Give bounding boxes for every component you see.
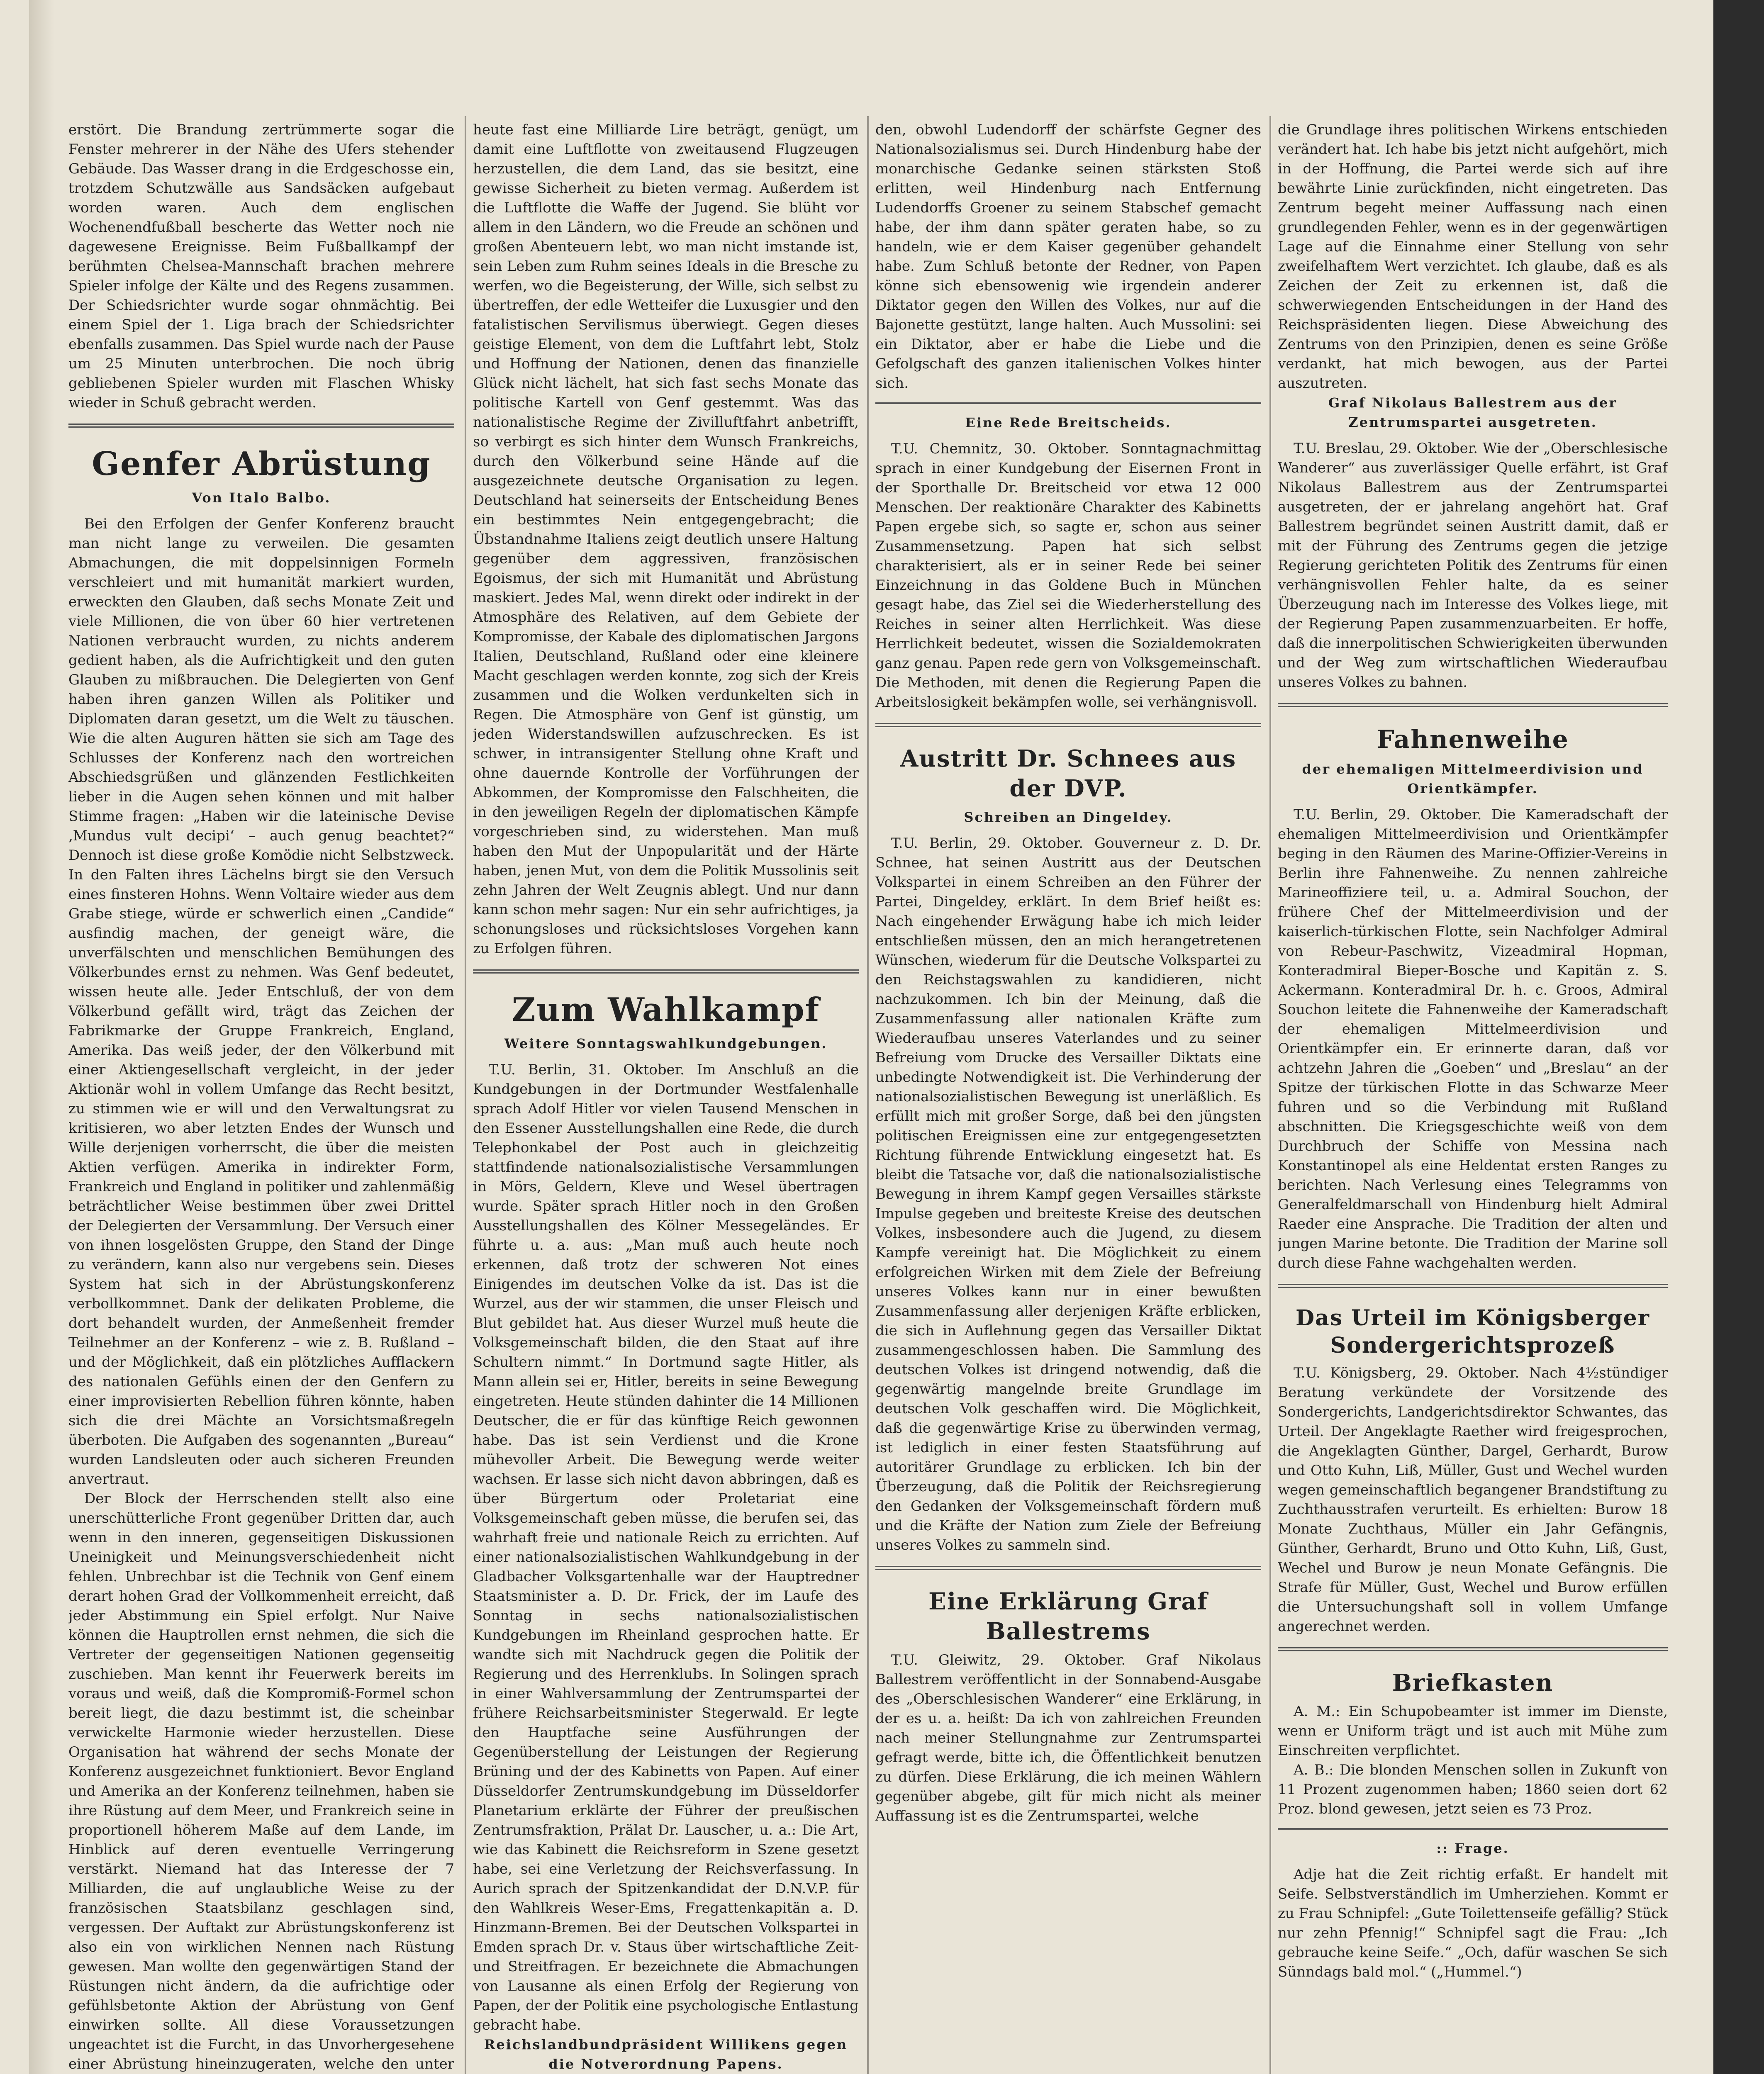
- page-binding-shadow: [29, 0, 54, 2074]
- section-divider: [1278, 1647, 1668, 1651]
- article-continuation: heute fast eine Milliarde Lire beträgt, genügt, um damit eine Luftflotte von zweitausend Flugzeugen herzustellen, die dem Land, das sie besitzt, eine gewisse Sicherheit zu bieten vermag. Außerdem ist die Luftflotte die Waffe der Jugend. Sie blüht vor allem in den Ländern, wo die Freude an schönen und großen Abenteuern lebt, wo man nicht imstande ist, sein Leben zum Ruhm seines Ideals in die Bresche zu werfen, wo die Begeisterung, der Wille, sich selbst zu übertreffen, der edle Wetteifer die Luxusgier und den fatalistischen Servilismus überwiegt. Gegen dieses geistige Element, von dem die Luftfahrt lebt, Stolz und Hoffnung der Nationen, denen das finanzielle Glück nicht lächelt, hat sich fast sechs Monate das politische Kartell von Genf gestemmt. Was das nationalistische Regime der Zivilluftfahrt anbetrifft, so verbirgt es sich hinter dem Wunsch Frankreichs, durch den Völkerbund seine Hände auf die ausgezeichnete deutsche Organisation zu legen. Deutschland hat seinerseits der Entscheidung Benes ein bestimmtes Nein entgegengebracht; die Übstandnahme Italiens zeigt deutlich unsere Haltung gegenüber dem aggressiven, französischen Egoismus, der sich mit Humanität und Abrüstung maskiert. Jedes Mal, wenn direkt oder indirekt in der Atmosphäre des Relativen, auf dem Gebiete der Kompromisse, der Kabale des diplomatischen Jargons Italien, Deutschland, Rußland oder eine kleinere Macht geschlagen werden konnte, zog sich der Kreis zusammen und die Wolken verdunkelten sich in Regen. Die Atmosphäre von Genf ist günstig, um jeden Widerstandswillen aufzuschrecken. Es ist schwer, in intransigenter Stellung ohne Kraft und ohne dauernde Kontrolle der Vorführungen der Abkommen, der Kompromisse den Falschheiten, die in den jeweiligen Regeln der diplomatischen Kämpfe vorgeschrieben sind, zu widerstehen. Man muß haben den Mut der Unpopularität und der Härte haben, jenen Mut, von dem die Politik Mussolinis seit zehn Jahren der Welt Zeugnis ablegt. Und nur dann kann schon mehr sagen: Nur ein sehr aufrichtiges, ja schonungsloses und rücksichtsloses Vorgehen kann zu Erfolgen führen.: [473, 122, 859, 957]
- article-subhead: Graf Nikolaus Ballestrem aus der Zentrumspartei ausgetreten.: [1328, 395, 1618, 430]
- article-subhead: Eine Rede Breitscheids.: [965, 415, 1172, 431]
- article-byline: Von Italo Balbo.: [192, 490, 331, 506]
- article-body: T.U. Breslau, 29. Oktober. Wie der „Oberschlesische Wanderer“ aus zuverlässiger Quelle erfährt, ist Graf Nikolaus Ballestrem aus der Zentrumspartei ausgetreten, der er jahrelang angehört hat. Graf Ballestrem begründet seinen Austritt damit, daß er mit der Führung des Zentrums gegen die jetzige Regierung gerichteten Politik des Zentrums für einen verhängnisvollen Fehler halte, da es seiner Überzeugung nach im Interesse des Volkes liege, mit der Regierung Papen zusammenzuarbeiten. Er hoffe, daß die innerpolitischen Schwierigkeiten überwunden und der Weg zum wirtschaftlichen Wiederaufbau unseres Volkes zu bahnen.: [1278, 440, 1668, 691]
- article-body: Bei den Erfolgen der Genfer Konferenz braucht man nicht lange zu verweilen. Die gesamten Abmachungen, die mit doppelsinnigen Formeln verschleiert und mit humanität markiert wurden, erweckten den Glauben, daß sechs Monate Zeit und viele Millionen, die von über 60 hier vertretenen Nationen verbraucht wurden, zu nichts anderem gedient haben, als die Aufrichtigkeit und den guten Glauben zu mißbrauchen. Die Delegierten von Genf haben ihren ganzen Willen als Politiker und Diplomaten daran gesetzt, um die Welt zu täuschen. Wie die alten Auguren hätten sie sich am Tage des Schlusses der Konferenz nach den wortreichen Abschiedsgrüßen und glänzenden Festlichkeiten lieber in die Augen sehen können und mit halber Stimme fragen: „Haben wir die lateinische Devise ‚Mundus vult decipi‘ – auch genug beachtet?“ Dennoch ist diese große Komödie nicht Selbstzweck. In den Falten ihres Lächelns birgt sie den Versuch eines finsteren Hohns. Wenn Voltaire wieder aus dem Grabe stiege, würde er schwerlich einen „Candide“ ausfindig machen, der geneigt wäre, die unverfälschten und menschlichen Bemühungen des Völkerbundes ernst zu nehmen. Was Genf bedeutet, wissen heute alle. Jeder Entschluß, der von dem Völkerbund gefällt wird, trägt das Zeichen der Fabrikmarke der Gruppe Frankreich, England, Amerika. Das weiß jeder, der den Völkerbund mit einer Aktiengesellschaft vergleicht, in der jeder Aktionär wohl in vollem Umfange das Recht besitzt, zu stimmen wie er will und den Verwaltungsrat zu kritisieren, wo aber letzten Endes der Wunsch und Wille derjenigen vorherrscht, die über die meisten Aktien verfügen. Amerika in indirekter Form, Frankreich und England in politiker und zahlenmäßig beträchtlicher Weise bestimmen über zwei Drittel der Delegierten der Versammlung. Der Versuch einer von ihnen losgelösten Gruppe, den Stand der Dinge zu verändern, kann also nur vergebens sein. Dieses System hat sich in der Abrüstungskonferenz verbollkommnet. Dank der delikaten Probleme, die dort behandelt wurden, der Anmeßenheit fremder Teilnehmer an der Konferenz – wie z. B. Rußland – und der Möglichkeit, daß ein plötzliches Aufflackern des nationalen Gefühls einen der den Genfern zu einer improvisierten Rebellion führen könnte, haben sich die drei Mächte an Vorsichtsmaßregeln überboten. Die Aufgaben des sogenannten „Bureau“ wurden Landsleuten oder auch sicheren Freunden anvertraut.: [68, 516, 454, 1487]
- article-body: T.U. Berlin, 31. Oktober. Im Anschluß an die Kundgebungen in der Dortmunder Westfalenhalle sprach Adolf Hitler vor vielen Tausend Menschen in den Essener Ausstellungshallen eine Rede, die durch Telephonkabel der Post auch in gleichzeitig stattfindende nationalsozialistische Versammlungen in Mörs, Geldern, Kleve und Wesel übertragen wurde. Später sprach Hitler noch in den Großen Ausstellungshallen des Kölner Messegeländes. Er führte u. a. aus: „Man muß auch heute noch erkennen, daß trotz der schweren Not eines Einigendes im deutschen Volke da ist. Das ist die Wurzel, aus der wir stammen, die unser Fleisch und Blut gebildet hat. Aus dieser Wurzel muß heute die Volksgemeinschaft bilden, die den Staat auf ihre Schultern nimmt.“ In Dortmund sagte Hitler, als Mann allein sei er, Hitler, bereits in seine Bewegung eingetreten. Heute stünden dahinter die 14 Millionen Deutscher, die er für das künftige Reich gewonnen habe. Das ist sein Verdienst und die Krone mühevoller Arbeit. Die Bewegung werde weiter wachsen. Er lasse sich nicht davon abbringen, daß es über Bürgertum oder Proletariat eine Volksgemeinschaft geben müsse, die berufen sei, das wahrhaft freie und nationale Reich zu errichten. Auf einer nationalsozialistischen Wahlkundgebung in der Gladbacher Volksgartenhalle war der Hauptredner Staatsminister a. D. Dr. Frick, der im Laufe des Sonntag in sechs nationalsozialistischen Kundgebungen im Rheinland gesprochen hatte. Er wandte sich mit Nachdruck gegen die Politik der Regierung und des Herrenklubs. In Solingen sprach in einer Wahlversammlung der Zentrumspartei der frühere Reichsarbeitsminister Stegerwald. Er legte den Hauptfache seine Ausführungen der Gegenüberstellung der Leistungen der Regierung Brüning und der des Kabinetts von Papen. Auf einer Düsseldorfer Zentrumskundgebung im Düsseldorfer Planetarium erklärte der Führer der preußischen Zentrumsfraktion, Prälat Dr. Lauscher, u. a.: Die Art, wie das Kabinett die Reichsreform in Szene gesetzt habe, sei eine Verletzung der Reichsverfassung. In Aurich sprach der Spitzenkandidat der D.N.V.P. für den Wahlkreis Weser-Ems, Fregattenkapitän a. D. Hinzmann-Bremen. Bei der Deutschen Volkspartei in Emden sprach Dr. v. Staus über wirtschaftliche Zeit- und Streitfragen. Er bezeichnete die Abmachungen von Lausanne als einen Erfolg der Regierung von Papen, der der Politik eine psychologische Entlastung gebracht habe.: [473, 1061, 859, 2033]
- section-divider: [473, 969, 859, 974]
- article-title-briefkasten: Briefkasten: [1392, 1669, 1554, 1697]
- article-body: T.U. Chemnitz, 30. Oktober. Sonntagnachmittag sprach in einer Kundgebung der Eisernen Front in der Sporthalle Dr. Breitscheid vor etwa 12 000 Menschen. Der reaktionäre Charakter des Kabinetts Papen ergebe sich, so sagte er, schon aus seiner Zusammensetzung. Papen hat sich selbst charakterisiert, als er in seiner Rede bei seiner Einzeichnung in das Goldene Buch in München gesagt habe, das Ziel sei die Wiederherstellung des Reiches in seiner alten Herrlichkeit. Was diese Herrlichkeit bedeutet, wissen die Sozialdemokraten ganz genau. Papen rede gern von Volksgemeinschaft. Die Methoden, mit denen die Regierung Papen die Arbeitslosigkeit bekämpfen wolle, sei verhängnisvoll.: [875, 441, 1261, 711]
- column-3: [875, 120, 1261, 2074]
- section-divider: [1278, 1284, 1668, 1288]
- article-subtitle: der ehemaligen Mittelmeerdivision und Orientkämpfer.: [1302, 761, 1644, 796]
- article-body: Der Block der Herrschenden stellt also eine unerschütterliche Front gegenüber Dritten dar, auch wenn in den inneren, gegenseitigen Diskussionen Uneinigkeit und Meinungsverschiedenheit nicht fehlen. Unbrechbar ist die Technik von Genf einem derart hohen Grad der Vollkommenheit erreicht, daß jeder Abstimmung ein Spiel erfolgt. Nur Naive können die Hauptrollen ernst nehmen, die sich die Vertreter der gegenseitigen Nationen gegenseitig zuschieben. Man kennt ihr Feuerwerk bereits im voraus und weiß, daß die Kompromiß-Formel schon bereit liegt, die dazu bestimmt ist, die scheinbar verwickelte Harmonie wieder herzustellen. Diese Organisation hat während der sechs Monate der Konferenz ausgezeichnet funktioniert. Bevor England und Amerika an der Konferenz teilnehmen, haben sie ihre Rüstung auf dem Meer, und Frankreich seine in proportionell höherem Maße auf dem Lande, im Hinblick auf deren eventuelle Verringerung verstärkt. Niemand hat das Interesse der 7 Milliarden, die auf unglaubliche Weise zu der französischen Staatsbilanz geschlagen sind, vergessen. Der Auftakt zur Abrüstungskonferenz ist also ein von wirklichen Nennen nach Rüstung gewesen. Man wollte den gegenwärtigen Stand der Rüstungen nicht ändern, da die aufrichtige oder gefühlsbetonte Aktion der Abrüstung von Genf einwirken sollte. All diese Voraussetzungen ungeachtet ist die Furcht, in das Unvorhergesehene einer Abrüstung hineinzugeraten, welche den unter: [68, 1490, 454, 2072]
- section-divider: [875, 402, 1261, 404]
- article-continuation: den, obwohl Ludendorff der schärfste Gegner des Nationalsozialismus sei. Durch Hindenburg habe der monarchische Gedanke seinen stärksten Stoß erlitten, weil Hindenburg nach Entfernung Ludendorffs Groener zu seinem Stabschef gemacht habe, der ihm dann später geraten habe, so zu handeln, wie er dem Kaiser gegenüber gehandelt habe. Zum Schluß betonte der Redner, von Papen könne sich ebensowenig wie irgendein anderer Diktator gegen den Willen des Volkes, nur auf die Bajonette gestützt, lange halten. Auch Mussolini: sei ein Diktator, aber er habe die Liebe und die Gefolgschaft des ganzen italienischen Volkes hinter sich.: [875, 122, 1261, 392]
- column-4: [1278, 120, 1668, 2074]
- article-title-fahnenweihe: Fahnenweihe: [1377, 725, 1569, 754]
- article-title-wahlkampf: Zum Wahlkampf: [512, 991, 820, 1029]
- section-divider: [875, 1566, 1261, 1570]
- letter-answer: A. B.: Die blonden Menschen sollen in Zukunft von 11 Prozent zugenommen haben; 1860 seien dort 62 Proz. blond gewesen, jetzt seien es 73 Proz.: [1278, 1762, 1668, 1817]
- article-body: T.U. Königsberg, 29. Oktober. Nach 4½stündiger Beratung verkündete der Vorsitzende des Sondergerichts, Landgerichtsdirektor Schwantes, das Urteil. Der Angeklagte Raether wird freigesprochen, die Angeklagten Günther, Dargel, Gerhardt, Burow und Otto Kuhn, Liß, Müller, Gust und Wechel wurden wegen gemeinschaftlich begangener Brandstiftung zu Zuchthausstrafen verurteilt. Es erhielten: Burow 18 Monate Zuchthaus, Müller ein Jahr Gefängnis, Günther, Gerhardt, Bruno und Otto Kuhn, Liß, Gust, Wechel und Burow je neun Monate Gefängnis. Die Strafe für Müller, Gust, Wechel und Burow erfüllen die Untersuchungshaft soll in vollem Umfange angerechnet werden.: [1278, 1365, 1668, 1635]
- article-body: Adje hat die Zeit richtig erfaßt. Er handelt mit Seife. Selbstverständlich im Umherziehen. Kommt er zu Frau Schnipfel: „Gute Toilettenseife gefällig? Stück nur zehn Pfennig!“ Schnipfel sagt die Frau: „Ich gebrauche keine Seife.“ „Och, dafür waschen Se sich Sünndags bald mol.“ („Hummel.“): [1278, 1866, 1668, 1980]
- article-continuation: die Grundlage ihres politischen Wirkens entschieden verändert hat. Ich habe bis jetzt nicht aufgehört, mich in der Hoffnung, die Partei werde sich auf ihre bewährte Linie zurückfinden, nicht eingetreten. Das Zentrum begeht meiner Auffassung nach einen grundlegenden Fehler, wenn es in der gegenwärtigen Lage auf die Einnahme einer Stellung von sehr zweifelhaftem Wert verzichtet. Ich glaube, daß es als Zeichen der Zeit zu erkennen ist, daß die schwerwiegenden Entscheidungen in der Hand des Reichspräsidenten liegen. Diese Abweichung des Zentrums von den Prinzipien, denen es seine Größe verdankt, hat mich bewogen, aus der Partei auszutreten.: [1278, 122, 1668, 392]
- column-rule: [867, 116, 869, 2074]
- article-title-genfer: Genfer Abrüstung: [92, 445, 431, 483]
- section-divider: [68, 424, 454, 428]
- section-divider: [1278, 703, 1668, 707]
- article-subhead: :: Frage.: [1436, 1840, 1509, 1856]
- column-2: [473, 120, 859, 2074]
- column-rule: [1269, 116, 1271, 2074]
- section-divider: [875, 723, 1261, 727]
- article-title-urteil: Das Urteil im Königsberger Sondergerichtsprozeß: [1295, 1305, 1650, 1358]
- article-title-schnee: Austritt Dr. Schnees aus der DVP.: [900, 745, 1237, 802]
- article-body: T.U. Berlin, 29. Oktober. Gouverneur z. D. Dr. Schnee, hat seinen Austritt aus der Deutschen Volkspartei in einem Schreiben an den Führer der Partei, Dingeldey, erklärt. In dem Brief heißt es: Nach eingehender Erwägung habe ich mich leider entschließen müssen, den an mich herangetretenen Wünschen, wiederum für die Deutsche Volkspartei zu den Reichstagswahlen zu kandidieren, nicht nachzukommen. Ich bin der Meinung, daß die Zusammenfassung aller nationalen Kräfte zum Wiederaufbau unseres Vaterlandes und zu seiner Befreiung vom Drucke des Versailler Diktats eine unbedingte Notwendigkeit ist. Die Verhinderung der nationalsozialistischen Bewegung ist unerläßlich. Es erfüllt mich mit großer Sorge, daß bei den jüngsten politischen Ereignissen eine zur entgegengesetzten Richtung führende Entwicklung eingesetzt hat. Es bleibt die Tatsache vor, daß die nationalsozialistische Bewegung in ihrem Kampf gegen Versailles stärkste Impulse gegeben und breiteste Kreise des deutschen Volkes, insbesondere auch die Jugend, zu diesem Kampfe vereinigt hat. Die Möglichkeit zu einem erfolgreichen Wirken mit dem Ziele der Befreiung unseres Volkes kann nur in einer bewußten Zusammenfassung aller derjenigen Kräfte erblicken, die sich in Auflehnung gegen das Versailler Diktat zusammengeschlossen haben. Die Sammlung des deutschen Volkes ist dringend notwendig, daß die gegenwärtig mangelnde breite Grundlage im deutschen Volk geschaffen wird. Die Möglichkeit, daß die gegenwärtige Krise zu überwinden vermag, ist lediglich in einer festen Staatsführung auf autoritärer Grundlage zu erblicken. Ich bin der Überzeugung, daß die Politik der Reichsregierung den Gedanken der Volksgemeinschaft fördern muß und die Kräfte der Nation zum Ziele der Befreiung unseres Volkes zu sammeln sind.: [875, 835, 1261, 1553]
- letter-answer: A. M.: Ein Schupobeamter ist immer im Dienste, wenn er Uniform trägt und ist auch mit Mühe zum Einschreiten verpflichtet.: [1278, 1703, 1668, 1759]
- article-body: T.U. Berlin, 29. Oktober. Die Kameradschaft der ehemaligen Mittelmeerdivision und Orientkämpfer beging in den Räumen des Marine-Offizier-Vereins in Berlin ihre Fahnenweihe. Zu nennen zahlreiche Marineoffiziere teil, u. a. Admiral Souchon, der frühere Chef der Mittelmeerdivision und der kaiserlich-türkischen Flotte, sein Nachfolger Admiral von Rebeur-Paschwitz, Vizeadmiral Hopman, Konteradmiral Bieper-Bosche und Kapitän z. S. Ackermann. Konteradmiral Dr. h. c. Groos, Admiral Souchon leitete die Fahnenweihe der Kameradschaft der ehemaligen Mittelmeerdivision und Orientkämpfer ein. Er erinnerte daran, daß vor achtzehn Jahren die „Goeben“ und „Breslau“ an der Spitze der türkischen Flotte in das Schwarze Meer fuhren und so die Verbindung mit Rußland abschnitten. Die Kriegsgeschichte weiß von dem Durchbruch der Schiffe von Messina nach Konstantinopel als eine Heldentat ersten Ranges zu berichten. Nach Verlesung eines Telegramms von Generalfeldmarschall von Hindenburg hielt Admiral Raeder eine Ansprache. Die Tradition der alten und jungen Marine betonte. Die Tradition der Marine soll durch diese Fahne wachgehalten werden.: [1278, 806, 1668, 1271]
- column-rule: [465, 116, 466, 2074]
- article-subtitle: Weitere Sonntagswahlkundgebungen.: [504, 1036, 828, 1052]
- article-continuation: erstört. Die Brandung zertrümmerte sogar die Fenster mehrerer in der Nähe des Ufers stehender Gebäude. Das Wasser drang in die Erdgeschosse ein, trotzdem Schutzwälle aus Sandsäcken aufgebaut worden waren. Auch dem englischen Wochenendfußball bescherte das Wetter noch nie dagewesene Ereignisse. Beim Fußballkampf der berühmten Chelsea-Mannschaft brachen mehrere Spieler infolge der Kälte und des Regens zusammen. Der Schiedsrichter wurde sogar ohnmächtig. Bei einem Spiel der 1. Liga brach der Schiedsrichter ebenfalls zusammen. Das Spiel wurde nach der Pause um 25 Minuten unterbrochen. Die noch übrig gebliebenen Spieler wurden mit Flaschen Whisky wieder in Schuß gebracht werden.: [68, 122, 454, 411]
- article-title-ballestrem: Eine Erklärung Graf Ballestrems: [928, 1588, 1208, 1645]
- article-subhead: Reichslandbundpräsident Willikens gegen die Notverordnung Papens.: [484, 2037, 848, 2072]
- article-subtitle: Schreiben an Dingeldey.: [964, 809, 1173, 825]
- section-divider: [1278, 1828, 1668, 1830]
- scan-edge: [1713, 0, 1764, 2074]
- column-1: [68, 120, 454, 2074]
- article-body: T.U. Gleiwitz, 29. Oktober. Graf Nikolaus Ballestrem veröffentlicht in der Sonnabend-Ausgabe des „Oberschlesischen Wanderer“ eine Erklärung, in der es u. a. heißt: Da ich von zahlreichen Freunden nach meiner Stellungnahme zur Zentrumspartei gefragt werde, bitte ich, die Öffentlichkeit benutzen zu dürfen. Diese Erklärung, die ich meinen Wählern gegenüber abgebe, gilt für mich nicht als meiner Auffassung ist es die Zentrumspartei, welche: [875, 1652, 1261, 1824]
